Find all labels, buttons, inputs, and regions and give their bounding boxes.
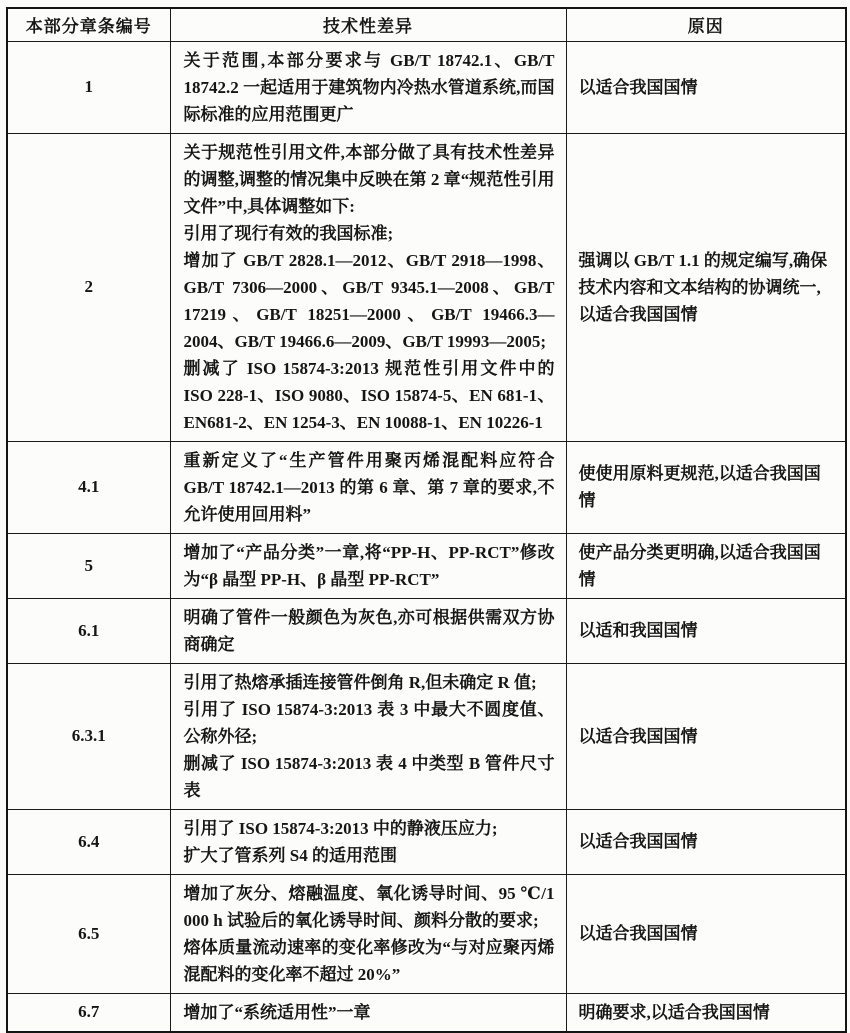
difference-paragraph: 删减了 ISO 15874-3:2013 规范性引用文件中的 ISO 228-1、ISO 9080、ISO 15874-5、EN 681-1、EN681-2、EN 1254-3、EN 10088-1、EN 10226-1 xyxy=(183,358,555,432)
difference-paragraph: 关于规范性引用文件,本部分做了具有技术性差异的调整,调整的情况集中反映在第 2 章“规范性引用文件”中,具体调整如下: xyxy=(183,142,555,216)
difference-cell xyxy=(170,598,566,663)
table-row xyxy=(7,993,846,1032)
clause-cell: 6.7 xyxy=(7,993,170,1032)
reason-cell: 以适合我国国情 xyxy=(566,41,846,133)
difference-paragraph: 明确了管件一般颜色为灰色,亦可根据供需双方协商确定 xyxy=(183,607,555,654)
table-body xyxy=(7,41,846,1032)
table-row xyxy=(7,133,846,441)
reason-cell: 以适合我国国情 xyxy=(566,874,846,993)
difference-paragraph: 增加了“产品分类”一章,将“PP-H、PP-RCT”修改为“β 晶型 PP-H、β 晶型 PP-RCT” xyxy=(183,542,555,589)
reason-cell: 强调以 GB/T 1.1 的规定编写,确保技术内容和文本结构的协调统一,以适合我国国情 xyxy=(566,133,846,441)
difference-paragraph: 重新定义了“生产管件用聚丙烯混配料应符合 GB/T 18742.1—2013 的第 6 章、第 7 章的要求,不允许使用回用料” xyxy=(183,450,555,524)
difference-cell xyxy=(170,874,566,993)
difference-paragraph: 引用了 ISO 15874-3:2013 表 3 中最大不圆度值、公称外径; xyxy=(183,699,555,746)
difference-cell xyxy=(170,663,566,809)
difference-cell xyxy=(170,809,566,874)
clause-cell: 6.4 xyxy=(7,809,170,874)
reason-cell: 以适合我国国情 xyxy=(566,663,846,809)
clause-cell: 6.1 xyxy=(7,598,170,663)
difference-paragraph: 删减了 ISO 15874-3:2013 表 4 中类型 B 管件尺寸表 xyxy=(183,753,555,800)
column-header-clause: 本部分章条编号 xyxy=(7,8,170,41)
reason-cell: 以适合我国国情 xyxy=(566,809,846,874)
clause-cell: 1 xyxy=(7,41,170,133)
difference-paragraph: 增加了 GB/T 2828.1—2012、GB/T 2918—1998、GB/T 7306—2000、GB/T 9345.1—2008、GB/T 17219、GB/T 18251—2000、GB/T 19466.3—2004、GB/T 19466.6—2009、GB/T 19993—2005; xyxy=(183,250,555,351)
reason-cell: 使产品分类更明确,以适合我国国情 xyxy=(566,533,846,598)
difference-cell xyxy=(170,993,566,1032)
table-row xyxy=(7,809,846,874)
difference-cell xyxy=(170,133,566,441)
difference-paragraph: 引用了热熔承插连接管件倒角 R,但未确定 R 值; xyxy=(183,672,537,692)
difference-paragraph: 扩大了管系列 S4 的适用范围 xyxy=(183,845,397,865)
clause-cell: 6.3.1 xyxy=(7,663,170,809)
table-row xyxy=(7,533,846,598)
clause-cell: 4.1 xyxy=(7,441,170,533)
table-row xyxy=(7,874,846,993)
table-row xyxy=(7,41,846,133)
column-header-difference: 技术性差异 xyxy=(170,8,566,41)
clause-cell: 2 xyxy=(7,133,170,441)
table-row xyxy=(7,598,846,663)
difference-cell xyxy=(170,441,566,533)
clause-cell: 5 xyxy=(7,533,170,598)
difference-paragraph: 关于范围,本部分要求与 GB/T 18742.1、GB/T 18742.2 一起适用于建筑物内冷热水管道系统,而国际标准的应用范围更广 xyxy=(183,50,555,124)
difference-paragraph: 增加了“系统适用性”一章 xyxy=(183,1002,371,1022)
table-row xyxy=(7,441,846,533)
table-header-row xyxy=(7,8,846,41)
reason-cell: 明确要求,以适合我国国情 xyxy=(566,993,846,1032)
difference-cell xyxy=(170,533,566,598)
technical-differences-table xyxy=(6,7,847,1033)
reason-cell: 以适和我国国情 xyxy=(566,598,846,663)
clause-cell: 6.5 xyxy=(7,874,170,993)
reason-cell: 使使用原料更规范,以适合我国国情 xyxy=(566,441,846,533)
difference-paragraph: 熔体质量流动速率的变化率修改为“与对应聚丙烯混配料的变化率不超过 20%” xyxy=(183,937,555,984)
difference-cell xyxy=(170,41,566,133)
column-header-reason: 原因 xyxy=(566,8,846,41)
difference-paragraph: 增加了灰分、熔融温度、氧化诱导时间、95 ℃/1 000 h 试验后的氧化诱导时间、颜料分散的要求; xyxy=(183,883,555,930)
difference-paragraph: 引用了 ISO 15874-3:2013 中的静液压应力; xyxy=(183,818,498,838)
difference-paragraph: 引用了现行有效的我国标准; xyxy=(183,223,394,243)
table-row xyxy=(7,663,846,809)
